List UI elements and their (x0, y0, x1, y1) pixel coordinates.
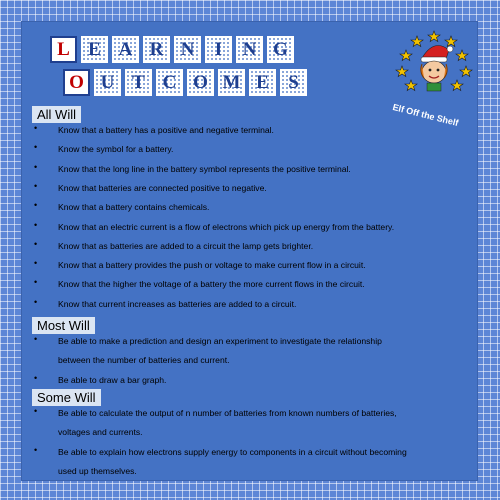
outcome-text: Know that an electric current is a flow of electrons which pick up energy from the battery. (58, 221, 395, 232)
bullet-icon: • (34, 219, 38, 230)
outcome-text: Know that the long line in the battery symbol represents the positive terminal. (58, 163, 351, 174)
title-letter: I (214, 38, 223, 60)
bullet-icon: • (34, 142, 38, 153)
outcome-text: Be able to draw a bar graph. (58, 374, 167, 385)
bullet-icon: • (34, 180, 38, 191)
section-header: Most Will (32, 317, 95, 334)
title-letter: M (222, 71, 241, 93)
title-letter-tile (156, 69, 183, 96)
outcome-text: Know the symbol for a battery. (58, 144, 174, 155)
section-header: All Will (32, 106, 81, 123)
title-letter-tile (218, 69, 245, 96)
title-letter-tile (174, 36, 201, 63)
title-letter-tile (249, 69, 276, 96)
title-letter-tile (50, 36, 77, 63)
outcome-text: used up themselves. (58, 465, 137, 476)
outcome-text: Know that a battery provides the push or voltage to make current flow in a circuit. (58, 260, 366, 271)
outcome-text: between the number of batteries and current. (58, 355, 230, 366)
bullet-icon: • (34, 238, 38, 249)
title-letter-tile (236, 36, 263, 63)
title-letter-tile (125, 69, 152, 96)
title-letter: O (193, 71, 208, 93)
bullet-icon: • (34, 444, 38, 455)
bullet-icon: • (34, 334, 38, 344)
outcome-text: Be able to make a prediction and design an experiment to investigate the relationship (58, 336, 382, 346)
section-header: Some Will (32, 389, 101, 406)
title-letter-tile (280, 69, 307, 96)
title-letter: G (273, 38, 288, 60)
outcome-text: Know that current increases as batteries are added to a circuit. (58, 298, 297, 309)
bullet-icon: • (34, 161, 38, 172)
bullet-icon: • (34, 200, 38, 211)
bullet-icon: • (34, 277, 38, 288)
learning-outcomes-panel (21, 21, 478, 481)
title-letter-tile (94, 69, 121, 96)
title-letter: U (100, 71, 115, 93)
title-letter: N (242, 38, 257, 60)
title-letter: E (256, 71, 269, 93)
title-learning (50, 36, 294, 63)
title-letter: T (132, 71, 145, 93)
title-letter-tile (81, 36, 108, 63)
outcome-text: Be able to explain how electrons supply energy to components in a circuit without becoming (58, 446, 407, 457)
bullet-icon: • (34, 372, 38, 383)
outcome-text: voltages and currents. (58, 427, 143, 438)
title-letter-tile (205, 36, 232, 63)
elf-logo-text: Elf Off the Shelf (391, 102, 460, 129)
title-letter: O (69, 71, 84, 93)
title-letter-tile (143, 36, 170, 63)
bullet-icon: • (34, 296, 38, 307)
title-letter: E (88, 38, 101, 60)
title-letter: S (288, 71, 299, 93)
title-letter: A (118, 38, 133, 60)
title-letter-tile (63, 69, 90, 96)
title-letter-tile (187, 69, 214, 96)
bullet-icon: • (34, 258, 38, 269)
title-letter-tile (267, 36, 294, 63)
outcome-text: Know that a battery has a positive and negative terminal. (58, 125, 274, 135)
title-letter: R (149, 38, 164, 60)
bullet-icon: • (34, 123, 38, 133)
outcome-text: Know that as batteries are added to a circuit the lamp gets brighter. (58, 240, 314, 251)
title-letter: C (162, 71, 177, 93)
bullet-icon: • (34, 406, 38, 416)
outcome-text: Know that a battery contains chemicals. (58, 202, 210, 213)
outcome-text: Know that the higher the voltage of a battery the more current flows in the circuit. (58, 279, 365, 290)
outcome-text: Know that batteries are connected positive to negative. (58, 182, 267, 193)
title-outcomes (63, 69, 307, 96)
title-letter-tile (112, 36, 139, 63)
title-letter: L (57, 38, 70, 60)
outcome-text: Be able to calculate the output of n number of batteries from known numbers of batteries, (58, 408, 397, 418)
title-letter: N (180, 38, 195, 60)
